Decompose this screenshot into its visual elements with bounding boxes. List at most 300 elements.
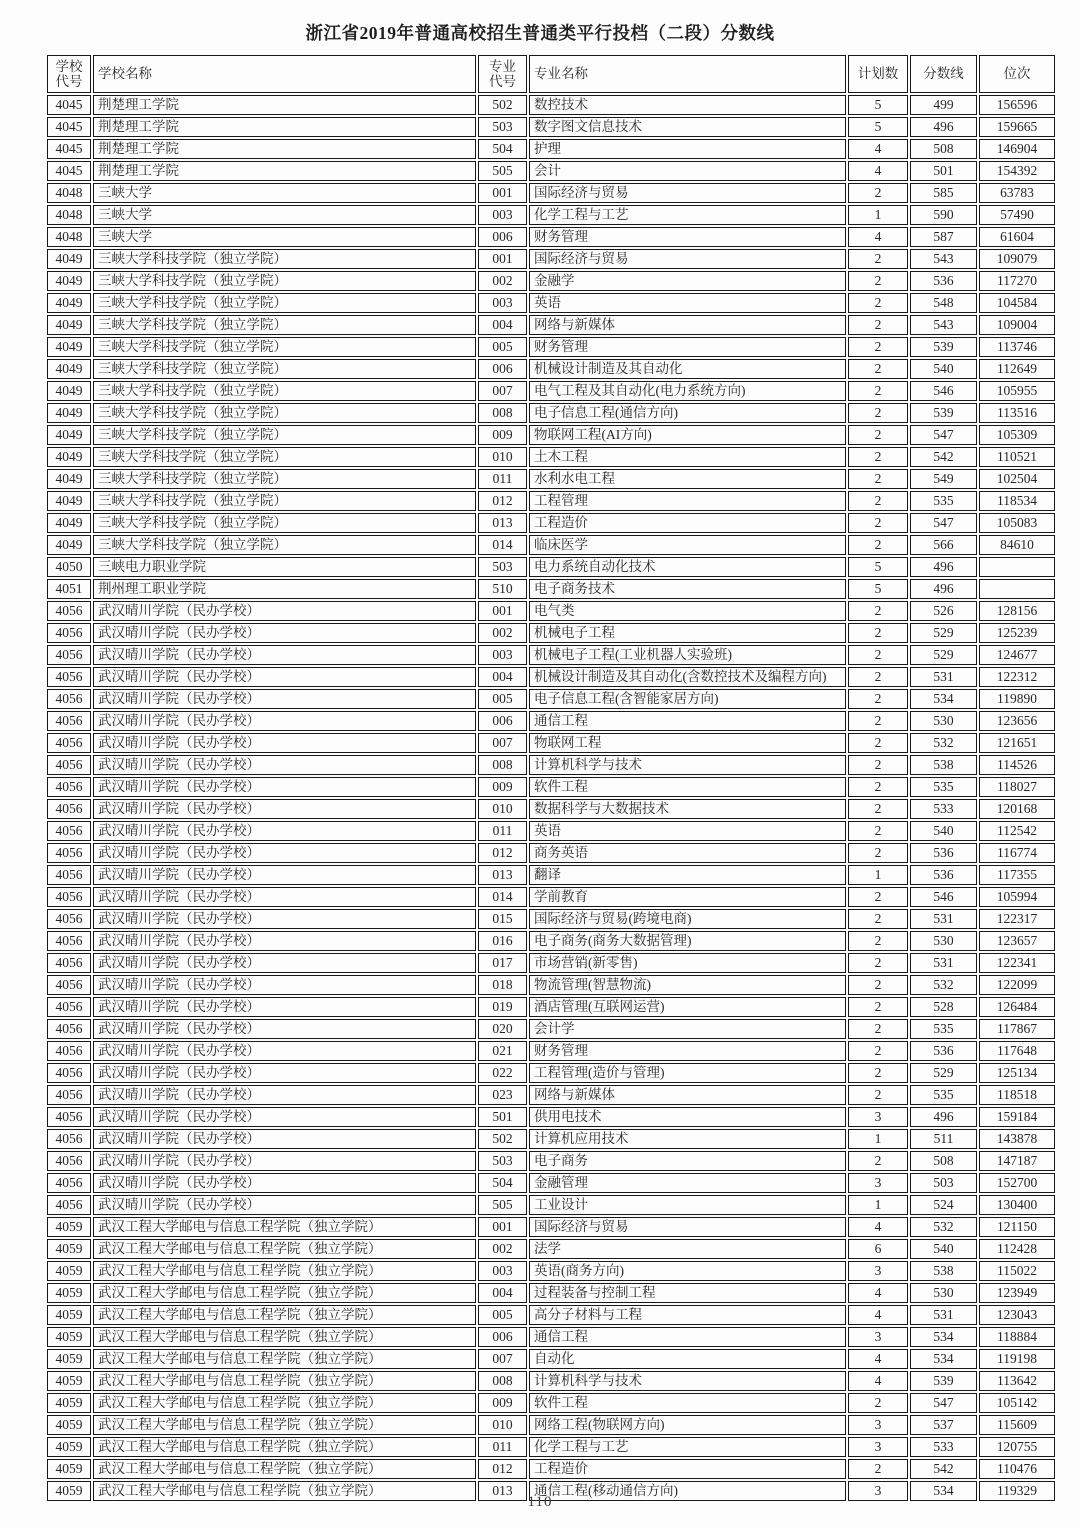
cell-rank: 110521 xyxy=(979,447,1055,467)
cell-plan-count: 2 xyxy=(848,755,908,775)
cell-school-name: 荆楚理工学院 xyxy=(93,161,476,181)
cell-score-line: 539 xyxy=(910,1371,977,1391)
cell-rank: 159665 xyxy=(979,117,1055,137)
cell-rank: 119329 xyxy=(979,1481,1055,1501)
cell-school-code: 4049 xyxy=(47,491,91,511)
cell-school-name: 武汉晴川学院（民办学校） xyxy=(93,733,476,753)
table-row xyxy=(47,95,1055,115)
header-school-name: 学校名称 xyxy=(93,55,476,93)
cell-plan-count: 2 xyxy=(848,689,908,709)
cell-school-code: 4059 xyxy=(47,1349,91,1369)
cell-school-name: 武汉晴川学院（民办学校） xyxy=(93,1151,476,1171)
cell-score-line: 547 xyxy=(910,425,977,445)
cell-major-name: 护理 xyxy=(529,139,846,159)
cell-major-code: 009 xyxy=(478,425,527,445)
cell-school-name: 武汉晴川学院（民办学校） xyxy=(93,843,476,863)
cell-rank: 112428 xyxy=(979,1239,1055,1259)
cell-score-line: 542 xyxy=(910,447,977,467)
cell-school-name: 武汉晴川学院（民办学校） xyxy=(93,931,476,951)
table-row xyxy=(47,513,1055,533)
table-row xyxy=(47,777,1055,797)
table-row xyxy=(47,1129,1055,1149)
cell-rank: 102504 xyxy=(979,469,1055,489)
cell-plan-count: 1 xyxy=(848,205,908,225)
table-row xyxy=(47,909,1055,929)
cell-score-line: 535 xyxy=(910,491,977,511)
cell-major-name: 英语 xyxy=(529,821,846,841)
cell-school-code: 4048 xyxy=(47,205,91,225)
cell-major-name: 软件工程 xyxy=(529,1393,846,1413)
cell-school-name: 三峡大学科技学院（独立学院） xyxy=(93,491,476,511)
cell-major-code: 503 xyxy=(478,117,527,137)
cell-rank: 115022 xyxy=(979,1261,1055,1281)
cell-rank: 105309 xyxy=(979,425,1055,445)
cell-rank: 130400 xyxy=(979,1195,1055,1215)
cell-major-code: 013 xyxy=(478,865,527,885)
cell-score-line: 496 xyxy=(910,117,977,137)
cell-rank: 112649 xyxy=(979,359,1055,379)
cell-major-name: 水利水电工程 xyxy=(529,469,846,489)
cell-major-code: 003 xyxy=(478,1261,527,1281)
cell-major-name: 金融管理 xyxy=(529,1173,846,1193)
cell-major-name: 国际经济与贸易 xyxy=(529,183,846,203)
table-row xyxy=(47,931,1055,951)
cell-rank: 128156 xyxy=(979,601,1055,621)
cell-major-code: 016 xyxy=(478,931,527,951)
cell-school-code: 4056 xyxy=(47,1063,91,1083)
cell-plan-count: 2 xyxy=(848,733,908,753)
cell-major-name: 临床医学 xyxy=(529,535,846,555)
cell-school-code: 4056 xyxy=(47,799,91,819)
cell-school-code: 4056 xyxy=(47,601,91,621)
header-rank: 位次 xyxy=(979,55,1055,93)
cell-score-line: 524 xyxy=(910,1195,977,1215)
cell-score-line: 534 xyxy=(910,1327,977,1347)
cell-score-line: 539 xyxy=(910,403,977,423)
cell-plan-count: 2 xyxy=(848,359,908,379)
cell-major-name: 数控技术 xyxy=(529,95,846,115)
cell-score-line: 534 xyxy=(910,689,977,709)
cell-school-name: 三峡大学科技学院（独立学院） xyxy=(93,403,476,423)
cell-major-name: 国际经济与贸易 xyxy=(529,1217,846,1237)
cell-major-code: 004 xyxy=(478,315,527,335)
cell-school-name: 武汉工程大学邮电与信息工程学院（独立学院） xyxy=(93,1371,476,1391)
cell-major-name: 机械电子工程 xyxy=(529,623,846,643)
cell-school-name: 武汉晴川学院（民办学校） xyxy=(93,865,476,885)
table-row xyxy=(47,865,1055,885)
cell-school-name: 武汉晴川学院（民办学校） xyxy=(93,711,476,731)
cell-school-name: 武汉工程大学邮电与信息工程学院（独立学院） xyxy=(93,1261,476,1281)
cell-school-name: 武汉工程大学邮电与信息工程学院（独立学院） xyxy=(93,1459,476,1479)
cell-major-name: 土木工程 xyxy=(529,447,846,467)
cell-school-name: 武汉工程大学邮电与信息工程学院（独立学院） xyxy=(93,1349,476,1369)
table-row xyxy=(47,1217,1055,1237)
cell-plan-count: 4 xyxy=(848,161,908,181)
page-title: 浙江省2019年普通高校招生普通类平行投档（二段）分数线 xyxy=(305,23,775,43)
cell-major-code: 006 xyxy=(478,1327,527,1347)
table-row xyxy=(47,1195,1055,1215)
cell-rank: 63783 xyxy=(979,183,1055,203)
cell-school-name: 三峡大学科技学院（独立学院） xyxy=(93,315,476,335)
cell-major-code: 009 xyxy=(478,1393,527,1413)
cell-score-line: 503 xyxy=(910,1173,977,1193)
table-row xyxy=(47,1393,1055,1413)
cell-plan-count: 2 xyxy=(848,1459,908,1479)
cell-major-name: 软件工程 xyxy=(529,777,846,797)
cell-major-name: 工业设计 xyxy=(529,1195,846,1215)
cell-rank: 123949 xyxy=(979,1283,1055,1303)
cell-major-name: 工程管理(造价与管理) xyxy=(529,1063,846,1083)
cell-major-name: 物联网工程(AI方向) xyxy=(529,425,846,445)
cell-major-code: 006 xyxy=(478,359,527,379)
cell-score-line: 501 xyxy=(910,161,977,181)
cell-major-name: 财务管理 xyxy=(529,337,846,357)
cell-school-name: 武汉晴川学院（民办学校） xyxy=(93,1019,476,1039)
table-row xyxy=(47,997,1055,1017)
table-row xyxy=(47,1371,1055,1391)
cell-major-name: 机械设计制造及其自动化(含数控技术及编程方向) xyxy=(529,667,846,687)
cell-rank: 152700 xyxy=(979,1173,1055,1193)
cell-school-code: 4045 xyxy=(47,161,91,181)
table-row xyxy=(47,579,1055,599)
cell-rank: 105083 xyxy=(979,513,1055,533)
cell-major-code: 022 xyxy=(478,1063,527,1083)
cell-school-name: 武汉晴川学院（民办学校） xyxy=(93,1129,476,1149)
table-row xyxy=(47,689,1055,709)
cell-school-code: 4050 xyxy=(47,557,91,577)
table-row xyxy=(47,953,1055,973)
cell-score-line: 542 xyxy=(910,1459,977,1479)
cell-school-code: 4049 xyxy=(47,381,91,401)
cell-plan-count: 5 xyxy=(848,95,908,115)
table-row xyxy=(47,667,1055,687)
cell-school-name: 武汉晴川学院（民办学校） xyxy=(93,799,476,819)
cell-rank: 105955 xyxy=(979,381,1055,401)
cell-school-name: 三峡大学科技学院（独立学院） xyxy=(93,337,476,357)
cell-major-code: 007 xyxy=(478,733,527,753)
cell-score-line: 539 xyxy=(910,337,977,357)
cell-rank: 120168 xyxy=(979,799,1055,819)
cell-score-line: 529 xyxy=(910,645,977,665)
cell-major-code: 012 xyxy=(478,843,527,863)
cell-rank: 117355 xyxy=(979,865,1055,885)
cell-school-name: 武汉工程大学邮电与信息工程学院（独立学院） xyxy=(93,1283,476,1303)
cell-school-name: 三峡大学科技学院（独立学院） xyxy=(93,359,476,379)
cell-school-name: 武汉晴川学院（民办学校） xyxy=(93,887,476,907)
cell-school-name: 武汉晴川学院（民办学校） xyxy=(93,1063,476,1083)
cell-score-line: 530 xyxy=(910,931,977,951)
header-plan-count: 计划数 xyxy=(848,55,908,93)
cell-score-line: 531 xyxy=(910,667,977,687)
table-row xyxy=(47,337,1055,357)
table-row xyxy=(47,1327,1055,1347)
cell-major-name: 通信工程(移动通信方向) xyxy=(529,1481,846,1501)
cell-score-line: 535 xyxy=(910,1085,977,1105)
cell-plan-count: 2 xyxy=(848,997,908,1017)
cell-school-name: 武汉晴川学院（民办学校） xyxy=(93,1107,476,1127)
cell-plan-count: 4 xyxy=(848,1283,908,1303)
cell-rank: 147187 xyxy=(979,1151,1055,1171)
cell-school-code: 4056 xyxy=(47,755,91,775)
cell-rank: 118534 xyxy=(979,491,1055,511)
cell-school-code: 4056 xyxy=(47,733,91,753)
cell-major-code: 003 xyxy=(478,645,527,665)
cell-score-line: 496 xyxy=(910,579,977,599)
cell-major-name: 网络工程(物联网方向) xyxy=(529,1415,846,1435)
cell-school-code: 4059 xyxy=(47,1217,91,1237)
cell-school-code: 4049 xyxy=(47,337,91,357)
cell-plan-count: 2 xyxy=(848,799,908,819)
cell-rank: 114526 xyxy=(979,755,1055,775)
table-row xyxy=(47,315,1055,335)
cell-major-name: 电力系统自动化技术 xyxy=(529,557,846,577)
cell-school-name: 三峡大学科技学院（独立学院） xyxy=(93,381,476,401)
cell-plan-count: 2 xyxy=(848,491,908,511)
table-row xyxy=(47,1107,1055,1127)
cell-plan-count: 2 xyxy=(848,381,908,401)
cell-rank: 117648 xyxy=(979,1041,1055,1061)
cell-school-code: 4049 xyxy=(47,249,91,269)
cell-plan-count: 2 xyxy=(848,777,908,797)
cell-score-line: 508 xyxy=(910,139,977,159)
cell-major-name: 法学 xyxy=(529,1239,846,1259)
cell-rank: 112542 xyxy=(979,821,1055,841)
cell-score-line: 533 xyxy=(910,1437,977,1457)
cell-major-name: 学前教育 xyxy=(529,887,846,907)
table-row xyxy=(47,1261,1055,1281)
cell-major-name: 电子信息工程(通信方向) xyxy=(529,403,846,423)
cell-rank: 126484 xyxy=(979,997,1055,1017)
cell-major-name: 计算机科学与技术 xyxy=(529,755,846,775)
cell-score-line: 531 xyxy=(910,1305,977,1325)
cell-school-code: 4059 xyxy=(47,1239,91,1259)
scores-table xyxy=(45,53,1057,1503)
cell-plan-count: 5 xyxy=(848,579,908,599)
cell-major-code: 021 xyxy=(478,1041,527,1061)
cell-score-line: 528 xyxy=(910,997,977,1017)
cell-score-line: 511 xyxy=(910,1129,977,1149)
cell-score-line: 496 xyxy=(910,1107,977,1127)
cell-major-name: 英语 xyxy=(529,293,846,313)
cell-school-name: 武汉晴川学院（民办学校） xyxy=(93,689,476,709)
table-row xyxy=(47,161,1055,181)
cell-major-name: 财务管理 xyxy=(529,1041,846,1061)
cell-major-name: 网络与新媒体 xyxy=(529,1085,846,1105)
cell-score-line: 546 xyxy=(910,887,977,907)
cell-school-name: 武汉晴川学院（民办学校） xyxy=(93,645,476,665)
cell-school-name: 武汉工程大学邮电与信息工程学院（独立学院） xyxy=(93,1217,476,1237)
cell-plan-count: 2 xyxy=(848,1063,908,1083)
cell-major-code: 006 xyxy=(478,227,527,247)
table-row xyxy=(47,843,1055,863)
cell-rank: 159184 xyxy=(979,1107,1055,1127)
cell-plan-count: 2 xyxy=(848,183,908,203)
cell-school-code: 4056 xyxy=(47,887,91,907)
cell-score-line: 540 xyxy=(910,359,977,379)
cell-major-name: 工程管理 xyxy=(529,491,846,511)
cell-score-line: 548 xyxy=(910,293,977,313)
cell-school-code: 4056 xyxy=(47,909,91,929)
cell-rank: 117867 xyxy=(979,1019,1055,1039)
cell-score-line: 543 xyxy=(910,249,977,269)
cell-school-code: 4045 xyxy=(47,139,91,159)
cell-rank: 120755 xyxy=(979,1437,1055,1457)
cell-score-line: 536 xyxy=(910,843,977,863)
table-row xyxy=(47,535,1055,555)
cell-school-name: 武汉晴川学院（民办学校） xyxy=(93,623,476,643)
cell-school-name: 武汉工程大学邮电与信息工程学院（独立学院） xyxy=(93,1305,476,1325)
cell-school-name: 荆楚理工学院 xyxy=(93,139,476,159)
cell-plan-count: 2 xyxy=(848,447,908,467)
cell-major-code: 504 xyxy=(478,1173,527,1193)
cell-plan-count: 2 xyxy=(848,843,908,863)
cell-major-name: 供用电技术 xyxy=(529,1107,846,1127)
cell-plan-count: 2 xyxy=(848,623,908,643)
cell-plan-count: 2 xyxy=(848,1019,908,1039)
cell-score-line: 543 xyxy=(910,315,977,335)
cell-school-code: 4059 xyxy=(47,1305,91,1325)
cell-rank: 122312 xyxy=(979,667,1055,687)
table-row xyxy=(47,205,1055,225)
table-row xyxy=(47,1415,1055,1435)
cell-score-line: 585 xyxy=(910,183,977,203)
cell-school-code: 4049 xyxy=(47,535,91,555)
cell-school-name: 三峡大学科技学院（独立学院） xyxy=(93,447,476,467)
cell-score-line: 547 xyxy=(910,1393,977,1413)
cell-school-code: 4049 xyxy=(47,359,91,379)
cell-major-name: 工程造价 xyxy=(529,513,846,533)
cell-score-line: 566 xyxy=(910,535,977,555)
cell-plan-count: 2 xyxy=(848,425,908,445)
cell-plan-count: 2 xyxy=(848,1041,908,1061)
cell-school-code: 4059 xyxy=(47,1481,91,1501)
cell-major-code: 003 xyxy=(478,293,527,313)
cell-school-code: 4056 xyxy=(47,777,91,797)
table-row xyxy=(47,1019,1055,1039)
cell-school-code: 4056 xyxy=(47,1151,91,1171)
header-major-name: 专业名称 xyxy=(529,55,846,93)
cell-plan-count: 2 xyxy=(848,315,908,335)
cell-plan-count: 2 xyxy=(848,887,908,907)
cell-major-name: 英语(商务方向) xyxy=(529,1261,846,1281)
cell-rank: 61604 xyxy=(979,227,1055,247)
cell-plan-count: 2 xyxy=(848,931,908,951)
cell-major-code: 004 xyxy=(478,667,527,687)
table-row xyxy=(47,491,1055,511)
cell-major-code: 015 xyxy=(478,909,527,929)
cell-rank: 105142 xyxy=(979,1393,1055,1413)
table-row xyxy=(47,601,1055,621)
cell-major-code: 012 xyxy=(478,1459,527,1479)
table-row xyxy=(47,227,1055,247)
cell-school-name: 三峡电力职业学院 xyxy=(93,557,476,577)
table-row xyxy=(47,887,1055,907)
cell-score-line: 536 xyxy=(910,271,977,291)
cell-plan-count: 4 xyxy=(848,1217,908,1237)
cell-school-code: 4056 xyxy=(47,1085,91,1105)
cell-plan-count: 3 xyxy=(848,1481,908,1501)
cell-plan-count: 3 xyxy=(848,1107,908,1127)
cell-school-code: 4059 xyxy=(47,1327,91,1347)
cell-major-code: 023 xyxy=(478,1085,527,1105)
cell-major-code: 012 xyxy=(478,491,527,511)
table-row xyxy=(47,645,1055,665)
cell-major-code: 503 xyxy=(478,557,527,577)
cell-rank: 125134 xyxy=(979,1063,1055,1083)
cell-major-code: 011 xyxy=(478,821,527,841)
cell-school-code: 4056 xyxy=(47,975,91,995)
cell-school-name: 武汉晴川学院（民办学校） xyxy=(93,777,476,797)
cell-major-code: 005 xyxy=(478,1305,527,1325)
cell-rank: 113642 xyxy=(979,1371,1055,1391)
cell-major-code: 017 xyxy=(478,953,527,973)
cell-school-code: 4059 xyxy=(47,1459,91,1479)
cell-major-code: 018 xyxy=(478,975,527,995)
cell-major-code: 003 xyxy=(478,205,527,225)
cell-major-code: 002 xyxy=(478,1239,527,1259)
cell-plan-count: 4 xyxy=(848,1349,908,1369)
cell-plan-count: 2 xyxy=(848,1085,908,1105)
cell-school-name: 武汉晴川学院（民办学校） xyxy=(93,667,476,687)
table-row xyxy=(47,249,1055,269)
cell-rank: 104584 xyxy=(979,293,1055,313)
cell-school-name: 武汉晴川学院（民办学校） xyxy=(93,909,476,929)
table-row xyxy=(47,1239,1055,1259)
cell-school-code: 4056 xyxy=(47,997,91,1017)
cell-school-code: 4049 xyxy=(47,403,91,423)
table-row xyxy=(47,1151,1055,1171)
cell-major-code: 001 xyxy=(478,1217,527,1237)
cell-plan-count: 4 xyxy=(848,139,908,159)
cell-school-code: 4056 xyxy=(47,1019,91,1039)
cell-score-line: 546 xyxy=(910,381,977,401)
cell-school-code: 4056 xyxy=(47,711,91,731)
table-row xyxy=(47,139,1055,159)
cell-major-name: 市场营销(新零售) xyxy=(529,953,846,973)
cell-school-name: 三峡大学科技学院（独立学院） xyxy=(93,513,476,533)
cell-rank: 125239 xyxy=(979,623,1055,643)
header-school-code: 学校代号 xyxy=(47,55,91,93)
cell-plan-count: 1 xyxy=(848,865,908,885)
cell-school-code: 4049 xyxy=(47,469,91,489)
cell-major-code: 502 xyxy=(478,95,527,115)
page-number: 110 xyxy=(527,1494,553,1510)
table-row xyxy=(47,271,1055,291)
cell-rank: 146904 xyxy=(979,139,1055,159)
cell-rank: 110476 xyxy=(979,1459,1055,1479)
cell-plan-count: 5 xyxy=(848,117,908,137)
cell-rank xyxy=(979,557,1055,577)
cell-plan-count: 2 xyxy=(848,271,908,291)
cell-school-name: 武汉晴川学院（民办学校） xyxy=(93,1041,476,1061)
table-row xyxy=(47,381,1055,401)
cell-rank: 123043 xyxy=(979,1305,1055,1325)
cell-major-code: 008 xyxy=(478,755,527,775)
cell-school-name: 武汉晴川学院（民办学校） xyxy=(93,953,476,973)
cell-major-code: 020 xyxy=(478,1019,527,1039)
cell-school-code: 4059 xyxy=(47,1393,91,1413)
cell-rank: 118884 xyxy=(979,1327,1055,1347)
cell-score-line: 538 xyxy=(910,1261,977,1281)
cell-school-code: 4051 xyxy=(47,579,91,599)
cell-school-code: 4056 xyxy=(47,931,91,951)
cell-major-code: 502 xyxy=(478,1129,527,1149)
cell-school-code: 4049 xyxy=(47,293,91,313)
cell-school-code: 4056 xyxy=(47,1041,91,1061)
cell-school-name: 武汉晴川学院（民办学校） xyxy=(93,1085,476,1105)
cell-major-name: 物流管理(智慧物流) xyxy=(529,975,846,995)
table-row xyxy=(47,1305,1055,1325)
